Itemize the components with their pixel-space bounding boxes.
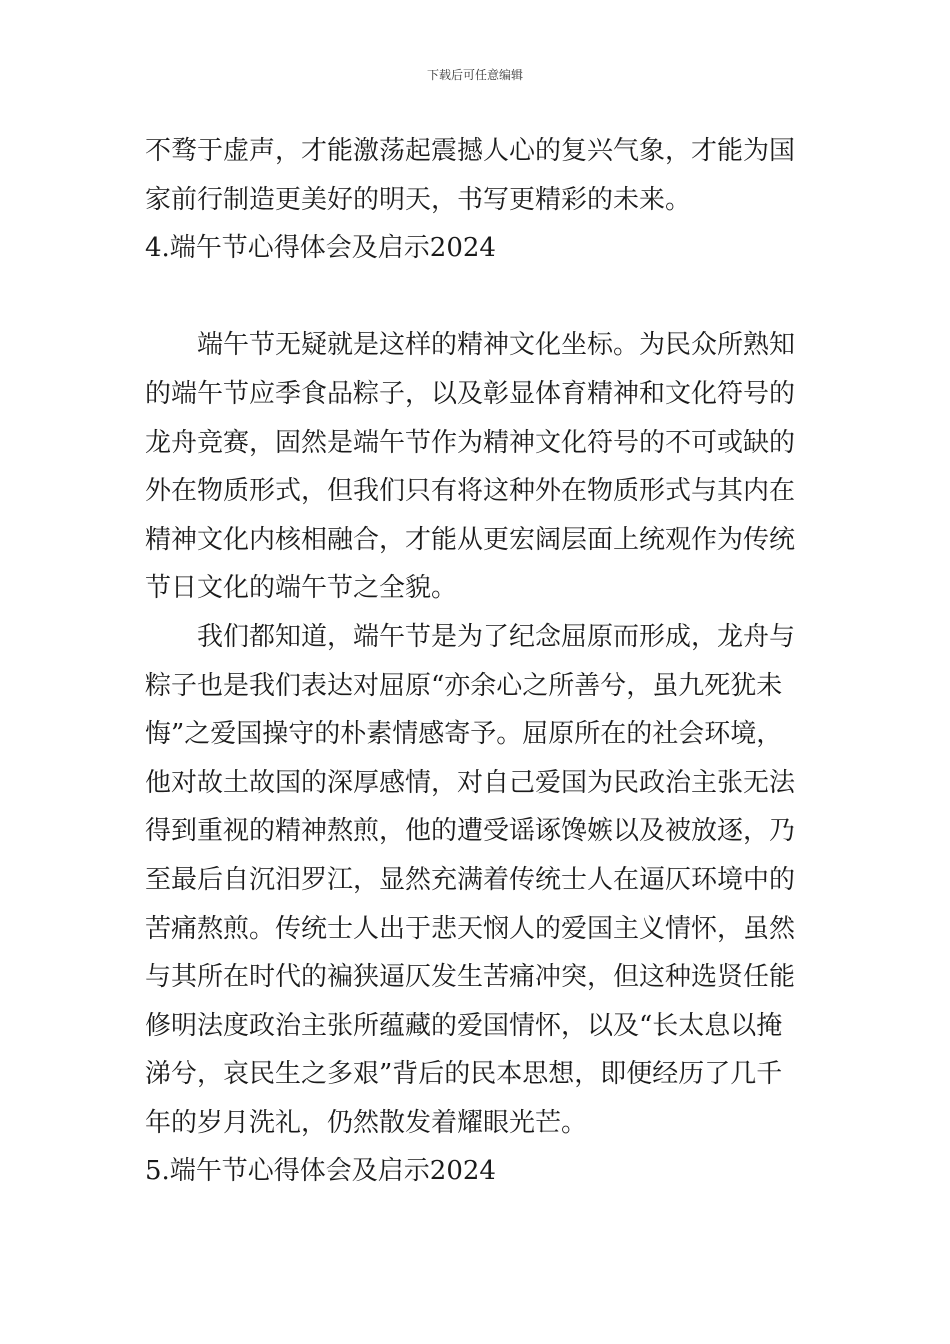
section-heading-5: 5.端午节心得体会及启示2024	[145, 1156, 496, 1187]
paragraph-continuation: 不骛于虚声，才能激荡起震撼人心的复兴气象，才能为国家前行制造更美好的明天，书写更精彩的未来。	[145, 136, 796, 215]
section-heading-4: 4.端午节心得体会及启示2024	[145, 233, 496, 264]
document-body	[145, 127, 807, 1196]
paragraph: 我们都知道，端午节是为了纪念屈原而形成，龙舟与粽子也是我们表达对屈原“亦余心之所善兮，虽九死犹未悔”之爱国操守的朴素情感寄予。屈原所在的社会环境，他对故土故国的深厚感情，对自己爱国为民政治主张无法得到重视的精神熬煎，他的遭受谣诼馋嫉以及被放逐，乃至最后自沉汨罗江，显然充满着传统士人在逼仄环境中的苦痛熬煎。传统士人出于悲天悯人的爱国主义情怀，虽然与其所在时代的褊狭逼仄发生苦痛冲突，但这种选贤任能修明法度政治主张所蕴藏的爱国情怀，以及“长太息以掩涕兮，哀民生之多艰”背后的民本思想，即便经历了几千年的岁月洗礼，仍然散发着耀眼光芒。	[145, 621, 796, 1138]
paragraph: 端午节无疑就是这样的精神文化坐标。为民众所熟知的端午节应季食品粽子，以及彰显体育精神和文化符号的龙舟竞赛，固然是端午节作为精神文化符号的不可或缺的外在物质形式，但我们只有将这种外在物质形式与其内在精神文化内核相融合，才能从更宏阔层面上统观作为传统节日文化的端午节之全貌。	[145, 330, 796, 604]
page-header: 下载后可任意编辑	[426, 68, 523, 82]
blank-line	[145, 273, 807, 322]
